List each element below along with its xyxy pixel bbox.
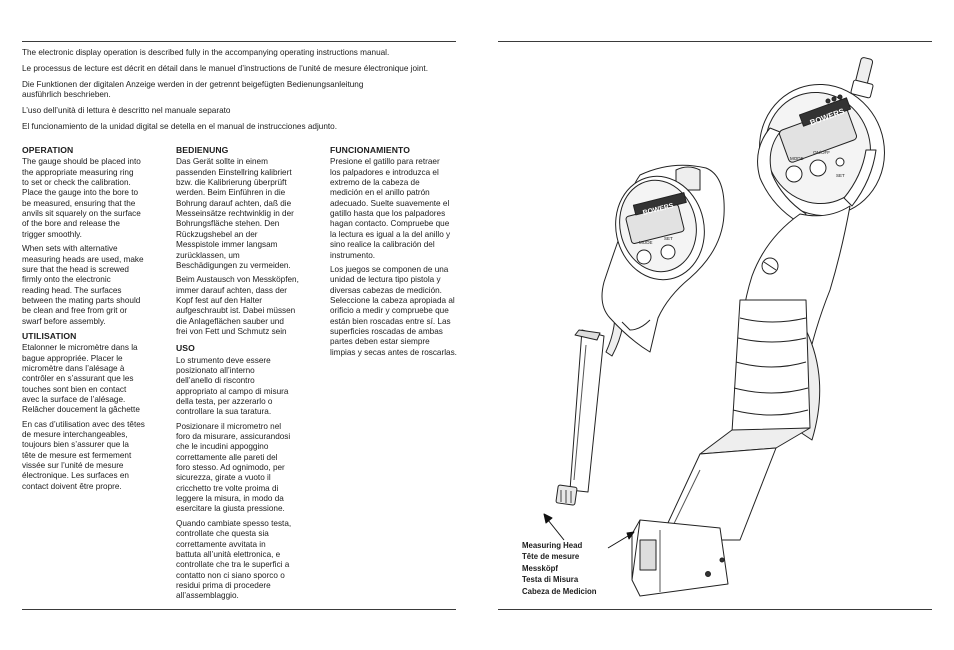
- uso-paragraph-3: Quando cambiate spesso testa, controllate che questa sia correttamente avvitata in battuta all’unità elettronica, e controllate che tra le superfici a contatto non ci siano sporco o residui prima di procedere all’assemblaggio.: [176, 518, 292, 601]
- bedienung-heading: BEDIENUNG: [176, 145, 229, 155]
- caption-german: Messköpf: [522, 563, 558, 573]
- large-gauge-mode-button: [786, 166, 802, 182]
- svg-text:MODE: MODE: [639, 240, 653, 245]
- small-gauge-brand: BOWERS: [642, 202, 675, 217]
- intro-italian: L’uso dell’unità di lettura è descritto nel manuale separato: [22, 106, 231, 116]
- measuring-head-caption: [522, 540, 597, 597]
- utilisation-heading: UTILISATION: [22, 330, 77, 341]
- operation-paragraph-2: When sets with alternative measuring heads are used, make sure that the head is screwed firmly onto the electronic reading head. The surfaces between the mating parts should be clean and free from grit or swarf before assembly.: [22, 244, 144, 326]
- funcionamiento-paragraph-1: Presione el gatillo para retraer los palpadores e introduzca el extremo de la cabeza de medición en el anillo patrón adecuado. Suelte suavemente el gatillo hasta que los palpadores hagan contacto. Compruebe que la lectura es igual a la del anillo y sino realice la calibración del instrumento.: [330, 157, 451, 260]
- intro-french: Le processus de lecture est décrit en détail dans le manuel d’instructions de l’unité de mesure électronique joint.: [22, 63, 428, 73]
- utilisation-paragraph-2: En cas d’utilisation avec des têtes de mesure interchangeables, toujours bien s’assurer que la tête de mesure est fermement vissée sur l’unité de mesure électronique. Les surfaces en contact doivent être propre.: [22, 419, 145, 491]
- caption-french: Tête de mesure: [522, 552, 580, 562]
- funcionamiento-heading: FUNCIONAMIENTO: [330, 145, 411, 155]
- caption-italian: Testa di Misura: [522, 575, 579, 585]
- uso-heading: USO: [176, 343, 195, 354]
- large-gauge-set-button: [836, 158, 844, 166]
- intro-english: The electronic display operation is described fully in the accompanying operating instructions manual.: [22, 48, 390, 57]
- uso-paragraph-2: Posizionare il micrometro nel foro da misurare, assicurandosi che le incudini appoggino correttamente alle pareti del foro stesso. Ad ognimodo, per sicurezza, girate a vuoto il cricchetto tre volte proima di leggere la misura, in modo da esercitare la giusta pressione.: [176, 421, 291, 514]
- svg-text:SET: SET: [664, 236, 673, 241]
- small-gauge: [556, 165, 724, 505]
- utilisation-paragraph-1: Etalonner le micromètre dans la bague appropriée. Placer le micromètre dans l’alésage à contrôler en s’assurant que les touches sont bien en contact avec la surface de l’alésage. Relâcher doucement la gâchette: [22, 343, 140, 415]
- bedienung-paragraph-1: Das Gerät sollte in einem passenden Einstellring kalibriert bzw. die Kalibrierung überprüft werden. Beim Einführen in die Bohrung darauf achten, daß die Messeinsätze rechtwinklig in der Bohrungsfläche stehen. Den Rückzugshebel an der Messpistole immer langsam zurücklassen, um Beschädigungen zu vermeiden.: [176, 157, 294, 270]
- intro-spanish: El funcionamiento de la unidad digital se detella en el manual de instrucciones adjunto.: [22, 122, 337, 132]
- svg-text:ON/OFF: ON/OFF: [813, 150, 830, 155]
- svg-text:MODE: MODE: [790, 156, 804, 161]
- operation-paragraph-1: The gauge should be placed into the appropriate measuring ring to set or check the calibration. Place the gauge into the bore to be measured, ensuring that the anvils sit squarely on the surface of the bore and release the trigger smoothly.: [22, 157, 141, 239]
- large-gauge-brand: BOWERS: [808, 106, 846, 128]
- small-gauge-mode-button: [637, 250, 651, 264]
- operation-heading: OPERATION: [22, 145, 74, 155]
- funcionamiento-paragraph-2: Los juegos se componen de una unidad de lectura tipo pistola y diversas cabezas de medición. Seleccione la cabeza apropiada al orificio a medir y compruebe que están bien roscadas entre sí. Las superficies roscadas de ambas partes deben estar siempre limpias y secas antes de roscarlas.: [330, 264, 457, 357]
- large-gauge-onoff-button: [810, 160, 826, 176]
- intro-german: Die Funktionen der digitalen Anzeige werden in der getrennt beigefügten Bedienungsanleitung ausführlich beschrieben.: [22, 79, 364, 100]
- large-gauge: [632, 57, 903, 596]
- caption-english: Measuring Head: [522, 541, 583, 550]
- caption-spanish: Cabeza de Medicion: [522, 586, 597, 596]
- svg-text:SET: SET: [836, 173, 845, 178]
- bedienung-paragraph-2: Beim Austausch von Messköpfen, immer darauf achten, dass der Kopf fest auf den Halter aufgeschraubt ist. Dabei müssen die Anlageflächen sauber und frei von Fett und Schmutz sein: [176, 275, 299, 336]
- small-gauge-set-button: [661, 245, 675, 259]
- uso-paragraph-1: Lo strumento deve essere posizionato all’interno dell’anello di riscontro appropriato al campo di misura della testa, per azzerarlo o controllare la sua taratura.: [176, 355, 289, 417]
